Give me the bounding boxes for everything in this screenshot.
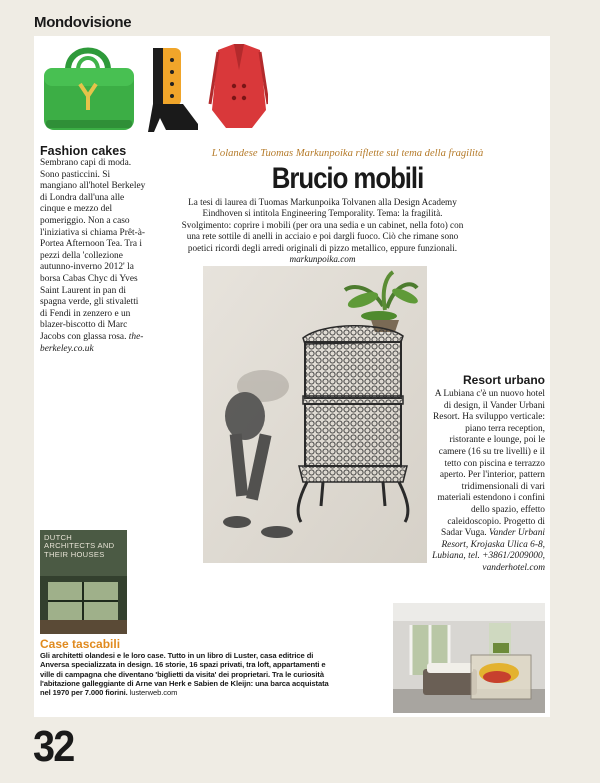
resort-body: A Lubiana c'è un nuovo hotel di design, il Vander Urbani Resort. Ha sviluppo verticale: piano terra reception, ristorante e lounge, poi le camere (16 su tre livelli) e il tetto con piscina e terrazzo aperto. Per l'interior, pattern tridimensionali di vari materiali estendono i confini dello spazio, effetto caleidoscopio. Progetto di Sadar Vuga.	[433, 389, 545, 539]
fashion-cakes-title: Fashion cakes	[40, 144, 127, 158]
yellow-boot-icon	[148, 48, 198, 132]
section-label: Mondovisione	[34, 14, 132, 31]
hotel-room-photo	[393, 603, 545, 713]
article-kicker: L'olandese Tuomas Markunpoika riflette sul tema della fragilità	[211, 148, 484, 159]
case-title: Case tascabili	[40, 637, 121, 651]
book-cover-line1: DUTCH	[44, 533, 73, 542]
article-lede-text: La tesi di laurea di Tuomas Markunpoika Tolvanen alla Design Academy Eindhoven si intitola Engineering Temporality. Tema: la fragilità. Svolgimento: coprire i mobili (per ora una sedia e un cabinet, nella foto) con una rete sottile di anelli in acciaio e poi dargli fuoco. Ciò che rimane sono poetici ricordi degli arredi originali di pizzo metallico, eppure funzionali.	[181, 197, 464, 253]
book-cover-line2: ARCHITECTS AND	[44, 541, 115, 551]
article-title: Brucio mobili	[271, 162, 424, 195]
case-text	[40, 651, 340, 697]
fashion-cakes-link[interactable]: the-berkeley.co.uk	[40, 331, 144, 354]
cabinet-photo	[203, 266, 427, 563]
fashion-cakes-text	[40, 158, 148, 355]
case-link[interactable]: lusterweb.com	[129, 688, 178, 698]
article-link[interactable]: markunpoika.com	[289, 254, 356, 265]
red-blazer-icon	[210, 44, 268, 128]
book-cover-line3: THEIR HOUSES	[44, 549, 105, 559]
fashion-cakes-image	[38, 40, 268, 140]
glass-cube-icon	[471, 655, 531, 699]
article-lede	[180, 197, 465, 265]
resort-title: Resort urbano	[462, 373, 545, 387]
case-body: Gli architetti olandesi e le loro case. Tutto in un libro di Luster, casa editrice di Anversa specializzata in design. 16 storie, 16 spazi privati, tra loft, appartamenti e ville di campagna che diventano 'biglietti da visita' dei proprietari. Tra le curiosità l'abitazione galleggiante di Arne van Herk e Sabien de Kleijn: una barca acquistata nel 1970 per 7.000 fiorini.	[40, 651, 329, 698]
resort-address: Vander Urbani Resort, Krojaska Ulica 6-8, Lubiana, tel. +3861/2009000, vanderhotel.com	[432, 528, 545, 573]
house-window-icon	[40, 576, 127, 634]
book-cover-image	[40, 530, 127, 634]
page-number: 32	[33, 722, 74, 771]
fashion-cakes-body: Sembrano capi di moda. Sono pasticcini. Si mangiano all'hotel Berkeley di Londra dall'una alle cinque e mezzo del pomeriggio. Non a caso l'iniziativa si chiama Prêt-à-Portea Afternoon Tea. Tra i pezzi della 'collezione autunno-inverno 2012' la borsa Cabas Chyc di Yves Saint Laurent in pan di spagna verde, gli stivaletti di Fendi in zenzero e un blazer-biscotto di Marc Jacobs con glassa rosa.	[40, 158, 146, 342]
green-bag-icon	[44, 51, 134, 131]
resort-text	[432, 389, 545, 575]
